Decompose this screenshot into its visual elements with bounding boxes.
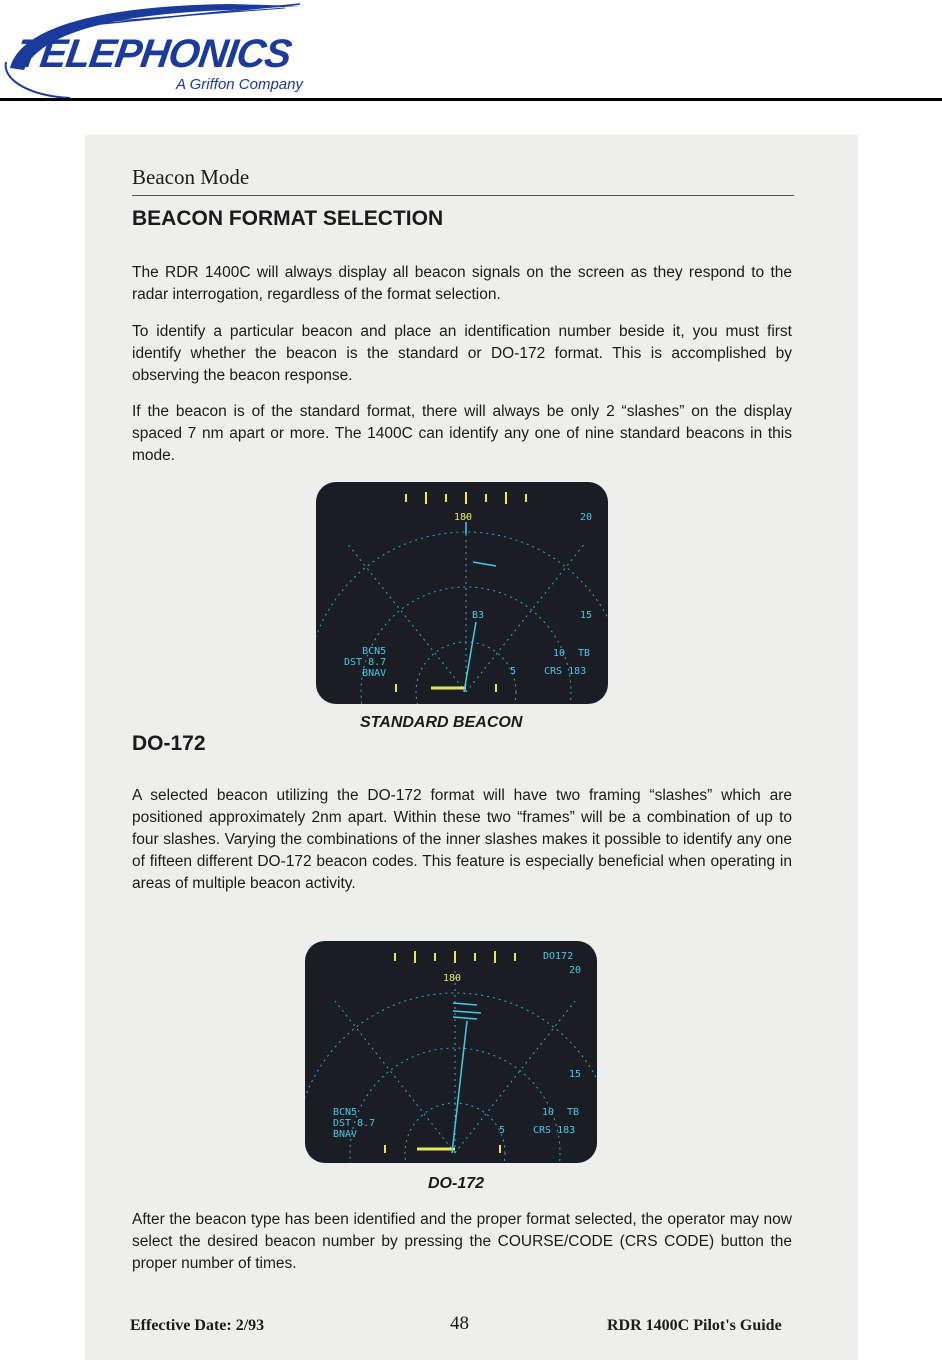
format-mode-label: DO172 bbox=[543, 951, 574, 962]
page-header bbox=[0, 0, 942, 104]
range-label: 15 bbox=[580, 610, 593, 621]
range-label: 20 bbox=[569, 965, 582, 976]
range-label: 5 bbox=[510, 666, 517, 677]
range-label: 15 bbox=[569, 1069, 582, 1080]
range-label: 20 bbox=[580, 512, 593, 523]
range-label: 10 bbox=[542, 1107, 555, 1118]
paragraph: To identify a particular beacon and place an identification number beside it, you must first identify whether the beacon is the standard or DO-172 format. This is accomplished by observing the beacon response. bbox=[132, 323, 792, 384]
document-page bbox=[85, 135, 858, 1360]
section-divider bbox=[132, 195, 794, 196]
heading-readout: 180 bbox=[454, 512, 473, 523]
paragraph: A selected beacon utilizing the DO-172 format will have two framing “slashes” which are positioned approximately 2nm apart. Within these two “frames” will be a combination of up to four slashes. Varying the combinations of the inner slashes makes it possible to identify any one of fifteen different DO-172 beacon codes. This feature is especially beneficial when operating in areas of multiple beacon activity. bbox=[132, 787, 792, 892]
paragraph: The RDR 1400C will always display all beacon signals on the screen as they respond to the radar interrogation, regardless of the format selection. bbox=[132, 264, 792, 303]
figure-caption: DO-172 bbox=[428, 1175, 485, 1192]
mode-label: TB bbox=[567, 1107, 580, 1118]
company-logo: TELEPHONICS bbox=[13, 32, 294, 76]
header-divider bbox=[0, 98, 942, 101]
guide-title: RDR 1400C Pilot's Guide bbox=[607, 1317, 782, 1334]
paragraph: After the beacon type has been identified and the proper format selected, the operator may now select the desired beacon number by pressing the COURSE/CODE (CRS CODE) button the proper number of times. bbox=[132, 1211, 792, 1272]
paragraph: If the beacon is of the standard format, there will always be only 2 “slashes” on the display spaced 7 nm apart or more. The 1400C can identify any one of nine standard beacons in this mode. bbox=[132, 403, 792, 464]
section-subtitle: DO-172 bbox=[132, 732, 206, 755]
info-line: BNAV bbox=[333, 1129, 358, 1140]
range-label: 5 bbox=[499, 1125, 506, 1136]
course-readout: CRS 183 bbox=[544, 666, 587, 677]
page-number: 48 bbox=[450, 1313, 469, 1334]
beacon-info-left bbox=[344, 646, 386, 679]
radar-screen-do172 bbox=[305, 941, 597, 1163]
info-line: BNAV bbox=[362, 668, 387, 679]
section-label: Beacon Mode bbox=[132, 165, 250, 189]
info-line: BCN5 bbox=[333, 1107, 358, 1118]
info-line: DST 8.7 bbox=[333, 1118, 376, 1129]
range-label: 10 bbox=[553, 648, 566, 659]
beacon-code-label: B3 bbox=[472, 610, 485, 621]
info-line: DST 8.7 bbox=[344, 657, 387, 668]
beacon-info-left bbox=[333, 1107, 375, 1140]
effective-date: Effective Date: 2/93 bbox=[130, 1317, 265, 1334]
page-title: BEACON FORMAT SELECTION bbox=[132, 207, 444, 230]
heading-readout: 180 bbox=[443, 973, 462, 984]
company-tagline: A Griffon Company bbox=[176, 76, 303, 93]
radar-screen-standard-beacon bbox=[316, 482, 608, 704]
mode-label: TB bbox=[578, 648, 591, 659]
course-readout: CRS 183 bbox=[533, 1125, 576, 1136]
figure-caption: STANDARD BEACON bbox=[360, 714, 523, 731]
info-line: BCN5 bbox=[362, 646, 387, 657]
